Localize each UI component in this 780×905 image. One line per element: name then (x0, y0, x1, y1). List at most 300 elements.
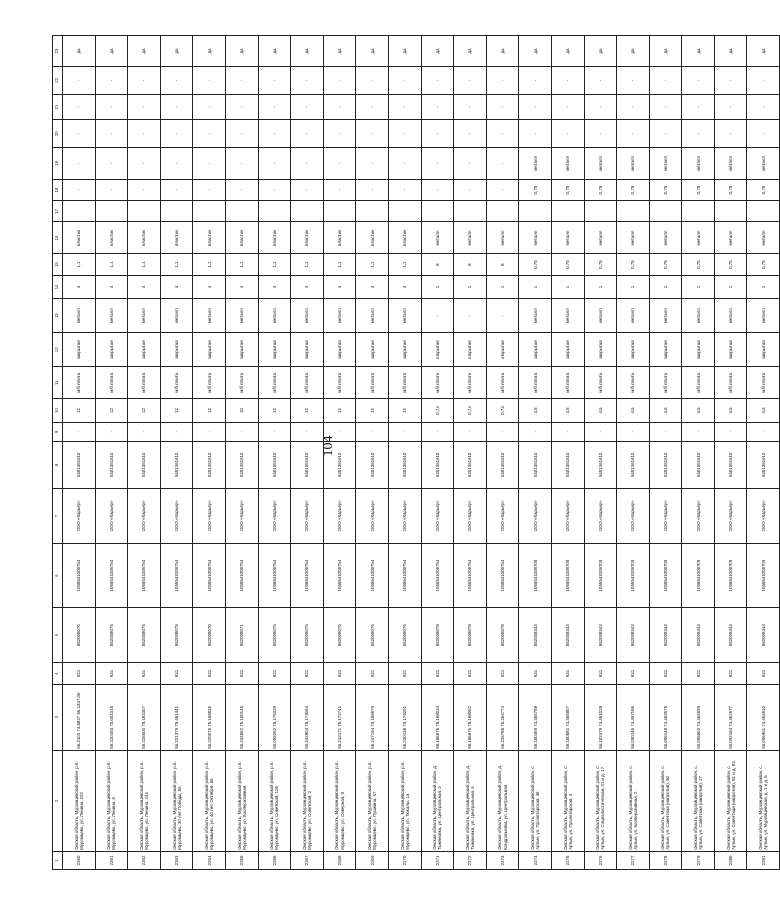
table-cell: - (486, 147, 519, 179)
table-cell: - (95, 94, 128, 120)
table-cell: - (128, 147, 161, 179)
table-cell: 1 (714, 275, 747, 298)
table-cell: 4,5 (617, 399, 650, 422)
table-cell: К31 (584, 663, 617, 684)
table-cell: 1055541008709 (617, 544, 650, 608)
table-cell: 4 (160, 275, 193, 298)
table-cell: К31 (747, 663, 780, 684)
table-cell: - (160, 422, 193, 441)
table-cell: 2274 (519, 851, 552, 869)
table-row (714, 36, 747, 870)
table-cell: 552008075 (258, 608, 291, 663)
table-cell: да (682, 36, 715, 67)
table-cell: 0,75 (617, 179, 650, 200)
table-cell: - (454, 422, 487, 441)
table-cell: 56.058262 75.175328 (258, 684, 291, 750)
table-cell: 12 (95, 399, 128, 422)
table-cell: металл (258, 299, 291, 333)
table-cell: 12 (258, 399, 291, 422)
address-cell: Омская область, Муромцевский район, р.п. Муромцево, ул. Ленина, 223 (63, 750, 96, 851)
table-cell: - (584, 94, 617, 120)
table-cell: 56.186676 75.168052 (454, 684, 487, 750)
table-cell: 1 (649, 275, 682, 298)
table-cell: 56.221379 75.461441 (160, 684, 193, 750)
table-cell: ООО «Карьер» (193, 488, 226, 543)
address-cell: Омская область, Муромцевский район, р.п. Муромцево, ул. Ленина, 244 (128, 750, 161, 851)
table-cell: пластик (160, 222, 193, 254)
table-cell: 5401361610 (519, 441, 552, 488)
table-cell: закрытая (584, 333, 617, 367)
table-cell: 2265 (225, 851, 258, 869)
table-cell: ООО «Карьер» (519, 488, 552, 543)
table-cell: - (421, 120, 454, 148)
table-cell: - (258, 120, 291, 148)
table-cell: металл (714, 147, 747, 179)
table-cell: - (519, 120, 552, 148)
table-cell: - (128, 94, 161, 120)
table-cell (225, 201, 258, 222)
table-row (291, 36, 324, 870)
table-cell: 12 (291, 399, 324, 422)
table-cell: 0,75 (617, 254, 650, 275)
table-cell: м/б плита (584, 367, 617, 399)
table-cell: да (160, 36, 193, 67)
table-cell: металл (747, 299, 780, 333)
table-cell: да (356, 36, 389, 67)
table-cell: м/б плита (193, 367, 226, 399)
column-number-cell: 23 (53, 36, 63, 67)
table-cell: 5401361610 (388, 441, 421, 488)
table-cell: закрытая (356, 333, 389, 367)
table-cell: закрытая (258, 333, 291, 367)
table-cell: 56.100582 74.465807 (551, 684, 584, 750)
table-cell: 4,5 (747, 399, 780, 422)
table-cell: 552008078 (454, 608, 487, 663)
table-cell: - (454, 67, 487, 95)
table-cell: - (388, 120, 421, 148)
table-cell: 5401361610 (323, 441, 356, 488)
table-cell: 1055541008754 (63, 544, 96, 608)
table-cell: 12 (63, 399, 96, 422)
table-cell: - (682, 422, 715, 441)
address-cell: Омская область, Муромцевский район, с. Артын, ул. Кооперативная, 2 (617, 750, 650, 851)
table-cell: 1055541008754 (291, 544, 324, 608)
table-cell: 0,75 (584, 254, 617, 275)
address-cell: Омская область, Муромцевский район, р.п. Муромцево, ул. Кооперативная (225, 750, 258, 851)
table-cell: металл (682, 299, 715, 333)
table-cell: металл (160, 299, 193, 333)
table-cell: м/б плита (323, 367, 356, 399)
table-cell: 56.242804 75.173064 (291, 684, 324, 750)
column-number-cell: 14 (53, 275, 63, 298)
table-cell: ООО «Карьер» (291, 488, 324, 543)
table-cell: 2273 (486, 851, 519, 869)
table-cell: м/б плита (421, 367, 454, 399)
table-cell: 2261 (95, 851, 128, 869)
table-cell: м/б плита (519, 367, 552, 399)
table-cell: 1055541008754 (388, 544, 421, 608)
table-cell (160, 201, 193, 222)
table-cell: 1 (551, 275, 584, 298)
table-cell: 2266 (258, 851, 291, 869)
table-cell: да (454, 36, 487, 67)
table-cell: К31 (128, 663, 161, 684)
table-cell: 5401361610 (193, 441, 226, 488)
table-cell: 2263 (160, 851, 193, 869)
table-cell: 4,5 (714, 399, 747, 422)
table-cell: открытая (486, 333, 519, 367)
table-cell: - (160, 179, 193, 200)
table-cell: закрытая (323, 333, 356, 367)
table-cell: металл (454, 222, 487, 254)
table-cell: 56.230138 75.174091 (388, 684, 421, 750)
table-cell: да (225, 36, 258, 67)
column-number-cell: 8 (53, 441, 63, 488)
table-cell: 552008343 (584, 608, 617, 663)
table-cell: 12 (323, 399, 356, 422)
table-cell: ООО «Карьер» (63, 488, 96, 543)
table-cell: да (128, 36, 161, 67)
table-cell: - (193, 120, 226, 148)
table-cell: м/б плита (160, 367, 193, 399)
table-cell: - (323, 67, 356, 95)
table-cell: 5401361610 (291, 441, 324, 488)
table-cell: - (160, 120, 193, 148)
table-cell: 56.102379 74.461028 (584, 684, 617, 750)
table-cell (421, 201, 454, 222)
table-cell: 552008075 (356, 608, 389, 663)
table-cell: ООО «Карьер» (225, 488, 258, 543)
table-cell: 1055541008754 (454, 544, 487, 608)
table-row (225, 36, 258, 870)
table-cell: да (421, 36, 454, 67)
table-cell: 1055541008754 (95, 544, 128, 608)
column-number-cell: 15 (53, 254, 63, 275)
table-cell: - (519, 67, 552, 95)
table-row (617, 36, 650, 870)
table-cell: - (551, 94, 584, 120)
table-cell: 1 (617, 275, 650, 298)
table-cell: - (128, 422, 161, 441)
table-cell: м/б плита (682, 367, 715, 399)
table-cell: - (323, 422, 356, 441)
table-cell: м/б плита (454, 367, 487, 399)
table-cell: металл (486, 222, 519, 254)
table-cell (291, 201, 324, 222)
table-cell: К31 (95, 663, 128, 684)
table-cell: - (291, 67, 324, 95)
table-row (258, 36, 291, 870)
table-cell: 5401361610 (128, 441, 161, 488)
table-cell: - (486, 179, 519, 200)
table-cell: да (551, 36, 584, 67)
address-cell: Омская область, Муромцевский район, с. Артын, ул. Советская (напротив), 27 (682, 750, 715, 851)
table-cell: - (291, 179, 324, 200)
table-cell: К31 (714, 663, 747, 684)
table-cell: да (486, 36, 519, 67)
column-number-cell: 21 (53, 94, 63, 120)
table-cell: 552008343 (519, 608, 552, 663)
address-cell: Омская область, Муромцевский район, с. Артын, ул. Советская (напротив), 81 и д. 82 (714, 750, 747, 851)
table-cell (747, 201, 780, 222)
table-row (388, 36, 421, 870)
table-cell: - (193, 67, 226, 95)
table-cell: - (225, 179, 258, 200)
table-cell: 552008075 (323, 608, 356, 663)
table-cell: - (63, 120, 96, 148)
table-cell: 552008343 (747, 608, 780, 663)
table-cell: 0,74 (486, 399, 519, 422)
table-cell: 2268 (323, 851, 356, 869)
address-cell: Омская область, Муромцевский район, д. Тыняновка, ул. Центральная, 6 (454, 750, 487, 851)
table-cell: ООО «Карьер» (551, 488, 584, 543)
table-cell: закрытая (95, 333, 128, 367)
table-cell: ООО «Карьер» (388, 488, 421, 543)
table-cell: 2281 (747, 851, 780, 869)
address-cell: Омская область, Муромцевский район, с. Артын, ул. Пролетарская, 3 (551, 750, 584, 851)
table-cell: - (714, 120, 747, 148)
table-cell: закрытая (617, 333, 650, 367)
table-cell: да (193, 36, 226, 67)
table-cell: металл (617, 222, 650, 254)
table-cell: металл (63, 299, 96, 333)
table-cell: - (323, 94, 356, 120)
table-cell: ООО «Карьер» (682, 488, 715, 543)
table-cell: 552008070 (63, 608, 96, 663)
table-cell: - (323, 147, 356, 179)
table-cell: пластик (258, 222, 291, 254)
table-cell: 4 (225, 275, 258, 298)
address-cell: Омская область, Муромцевский район, д. Тыняновка, ул. Центральная, 3 (421, 750, 454, 851)
table-cell: К31 (258, 663, 291, 684)
table-cell: ООО «Карьер» (649, 488, 682, 543)
table-cell: металл (291, 299, 324, 333)
table-cell: - (454, 120, 487, 148)
table-cell: - (356, 147, 389, 179)
table-cell: 1,1 (95, 254, 128, 275)
table-cell (584, 201, 617, 222)
address-cell: Омская область, Муромцевский район, с. Артын, ул. Советская (напротив), 50 (649, 750, 682, 851)
table-cell: К31 (551, 663, 584, 684)
table-cell: закрытая (128, 333, 161, 367)
table-cell: 2264 (193, 851, 226, 869)
table-cell: металл (421, 222, 454, 254)
table-cell: - (747, 67, 780, 95)
table-cell: 1055541008709 (747, 544, 780, 608)
table-cell (682, 201, 715, 222)
table-cell: - (95, 179, 128, 200)
table-cell: пластик (193, 222, 226, 254)
table-cell: - (291, 120, 324, 148)
table-cell: металл (193, 299, 226, 333)
table-cell: 1055541008709 (649, 544, 682, 608)
column-number-cell: 18 (53, 179, 63, 200)
table-cell: - (128, 120, 161, 148)
table-cell: - (160, 94, 193, 120)
table-cell: 4,5 (682, 399, 715, 422)
table-cell: ООО «Карьер» (128, 488, 161, 543)
table-cell: 56.095503 74.464599 (682, 684, 715, 750)
table-cell: металл (747, 147, 780, 179)
table-cell: 1 (486, 275, 519, 298)
table-cell: - (486, 120, 519, 148)
table-cell: 5401361610 (649, 441, 682, 488)
table-cell: - (584, 422, 617, 441)
table-cell: закрытая (649, 333, 682, 367)
table-cell: - (63, 179, 96, 200)
table-cell: - (160, 67, 193, 95)
table-cell: закрытая (747, 333, 780, 367)
table-cell: 0,75 (747, 254, 780, 275)
table-cell: 4,5 (551, 399, 584, 422)
table-cell: - (356, 120, 389, 148)
table-cell: 2267 (291, 851, 324, 869)
table-cell: - (421, 67, 454, 95)
table-cell: - (128, 67, 161, 95)
table-cell: 1055541008754 (356, 544, 389, 608)
table-cell: ООО «Карьер» (617, 488, 650, 543)
address-cell: Омская область, Муромцевский район, с. Артын, ул. Муромцевская, д. 1 и д. 5 (747, 750, 780, 851)
table-cell: 2260 (63, 851, 96, 869)
table-cell: м/б плита (388, 367, 421, 399)
table-cell: да (584, 36, 617, 67)
table-cell: - (617, 120, 650, 148)
table-cell: металл (519, 222, 552, 254)
table-cell: - (258, 179, 291, 200)
table-cell: металл (388, 299, 421, 333)
table-cell: 1 (747, 275, 780, 298)
table-cell: - (225, 147, 258, 179)
table-cell: - (291, 147, 324, 179)
table-cell: - (225, 422, 258, 441)
table-cell: - (421, 147, 454, 179)
table-cell: - (421, 94, 454, 120)
table-cell: пластик (95, 222, 128, 254)
table-cell: металл (356, 299, 389, 333)
table-cell: К31 (486, 663, 519, 684)
table-cell: ООО «Карьер» (421, 488, 454, 543)
table-cell: металл (519, 147, 552, 179)
table-cell: - (454, 147, 487, 179)
address-cell: Омская область, Муромцевский район, р.п. Муромцево, ул. Северная, 9 (323, 750, 356, 851)
column-number-cell: 11 (53, 367, 63, 399)
table-cell: - (258, 67, 291, 95)
table-cell: закрытая (519, 333, 552, 367)
table-cell (63, 201, 96, 222)
table-cell: 1,1 (128, 254, 161, 275)
table-cell: - (323, 120, 356, 148)
column-number-cell: 4 (53, 663, 63, 684)
table-cell: м/б плита (258, 367, 291, 399)
table-cell: закрытая (682, 333, 715, 367)
table-cell: - (649, 422, 682, 441)
table-cell: К31 (160, 663, 193, 684)
table-cell: м/б плита (617, 367, 650, 399)
table-cell: да (747, 36, 780, 67)
table-cell (128, 201, 161, 222)
table-cell: - (193, 422, 226, 441)
table-cell: ООО «Карьер» (714, 488, 747, 543)
table-cell: - (649, 94, 682, 120)
table-cell: 2269 (356, 851, 389, 869)
table-cell: - (486, 94, 519, 120)
table-cell: - (95, 120, 128, 148)
table-cell: - (421, 422, 454, 441)
table-cell: - (388, 67, 421, 95)
table-cell: закрытая (63, 333, 96, 367)
table-cell: да (519, 36, 552, 67)
table-cell: К31 (519, 663, 552, 684)
table-cell: ООО «Карьер» (160, 488, 193, 543)
table-cell: - (682, 94, 715, 120)
table-cell: да (323, 36, 356, 67)
address-cell: Омская область, Муромцевский район, с. Артын, ул. Социалистическая, 31 и д. 17 (584, 750, 617, 851)
table-cell: - (551, 120, 584, 148)
table-row (486, 36, 519, 870)
table-cell: м/б плита (63, 367, 96, 399)
table-cell: м/б плита (486, 367, 519, 399)
table-cell: да (617, 36, 650, 67)
column-number-cell: 9 (53, 422, 63, 441)
table-cell: 12 (356, 399, 389, 422)
table-cell: ООО «Карьер» (95, 488, 128, 543)
table-cell (388, 201, 421, 222)
table-cell: 4 (193, 275, 226, 298)
table-cell: 12 (160, 399, 193, 422)
table-row (649, 36, 682, 870)
table-cell: - (421, 179, 454, 200)
address-cell: Омская область, Муромцевский район, д. Кондратьевка, ул. Центральная (486, 750, 519, 851)
table-cell: 552008071 (225, 608, 258, 663)
table-cell: К31 (454, 663, 487, 684)
table-cell: 552008075 (160, 608, 193, 663)
table-cell: ООО «Карьер» (323, 488, 356, 543)
table-cell: - (551, 422, 584, 441)
table-cell: 56.095961 74.464610 (747, 684, 780, 750)
table-cell: - (617, 422, 650, 441)
table-cell: 5401361610 (714, 441, 747, 488)
table-cell: металл (649, 299, 682, 333)
table-cell: 1055541008754 (128, 544, 161, 608)
address-cell: Омская область, Муромцевский район, р.п. Муромцево, ул. 40 лет Октября, 66 (193, 750, 226, 851)
table-cell: 12 (388, 399, 421, 422)
table-cell: 56.226600 75.183307 (128, 684, 161, 750)
table-cell: 1055541008709 (584, 544, 617, 608)
table-cell: 1,1 (323, 254, 356, 275)
table-cell: 552008343 (551, 608, 584, 663)
table-cell: металл (551, 299, 584, 333)
table-cell: пластик (63, 222, 96, 254)
registry-table-wrapper (52, 35, 769, 870)
table-cell: 1 (454, 275, 487, 298)
page-number: 104 (321, 435, 336, 457)
table-cell: металл (519, 299, 552, 333)
table-cell: 12 (128, 399, 161, 422)
table-row (584, 36, 617, 870)
table-cell: м/б плита (649, 367, 682, 399)
table-cell: - (128, 179, 161, 200)
column-number-cell: 7 (53, 488, 63, 543)
table-cell (258, 201, 291, 222)
table-cell: 0,75 (649, 254, 682, 275)
table-cell: 0,75 (682, 254, 715, 275)
table-cell: - (63, 422, 96, 441)
table-cell: 5401361610 (682, 441, 715, 488)
table-cell: К31 (649, 663, 682, 684)
table-cell: - (160, 147, 193, 179)
table-cell: ООО «Карьер» (747, 488, 780, 543)
table-cell: 0,75 (714, 254, 747, 275)
